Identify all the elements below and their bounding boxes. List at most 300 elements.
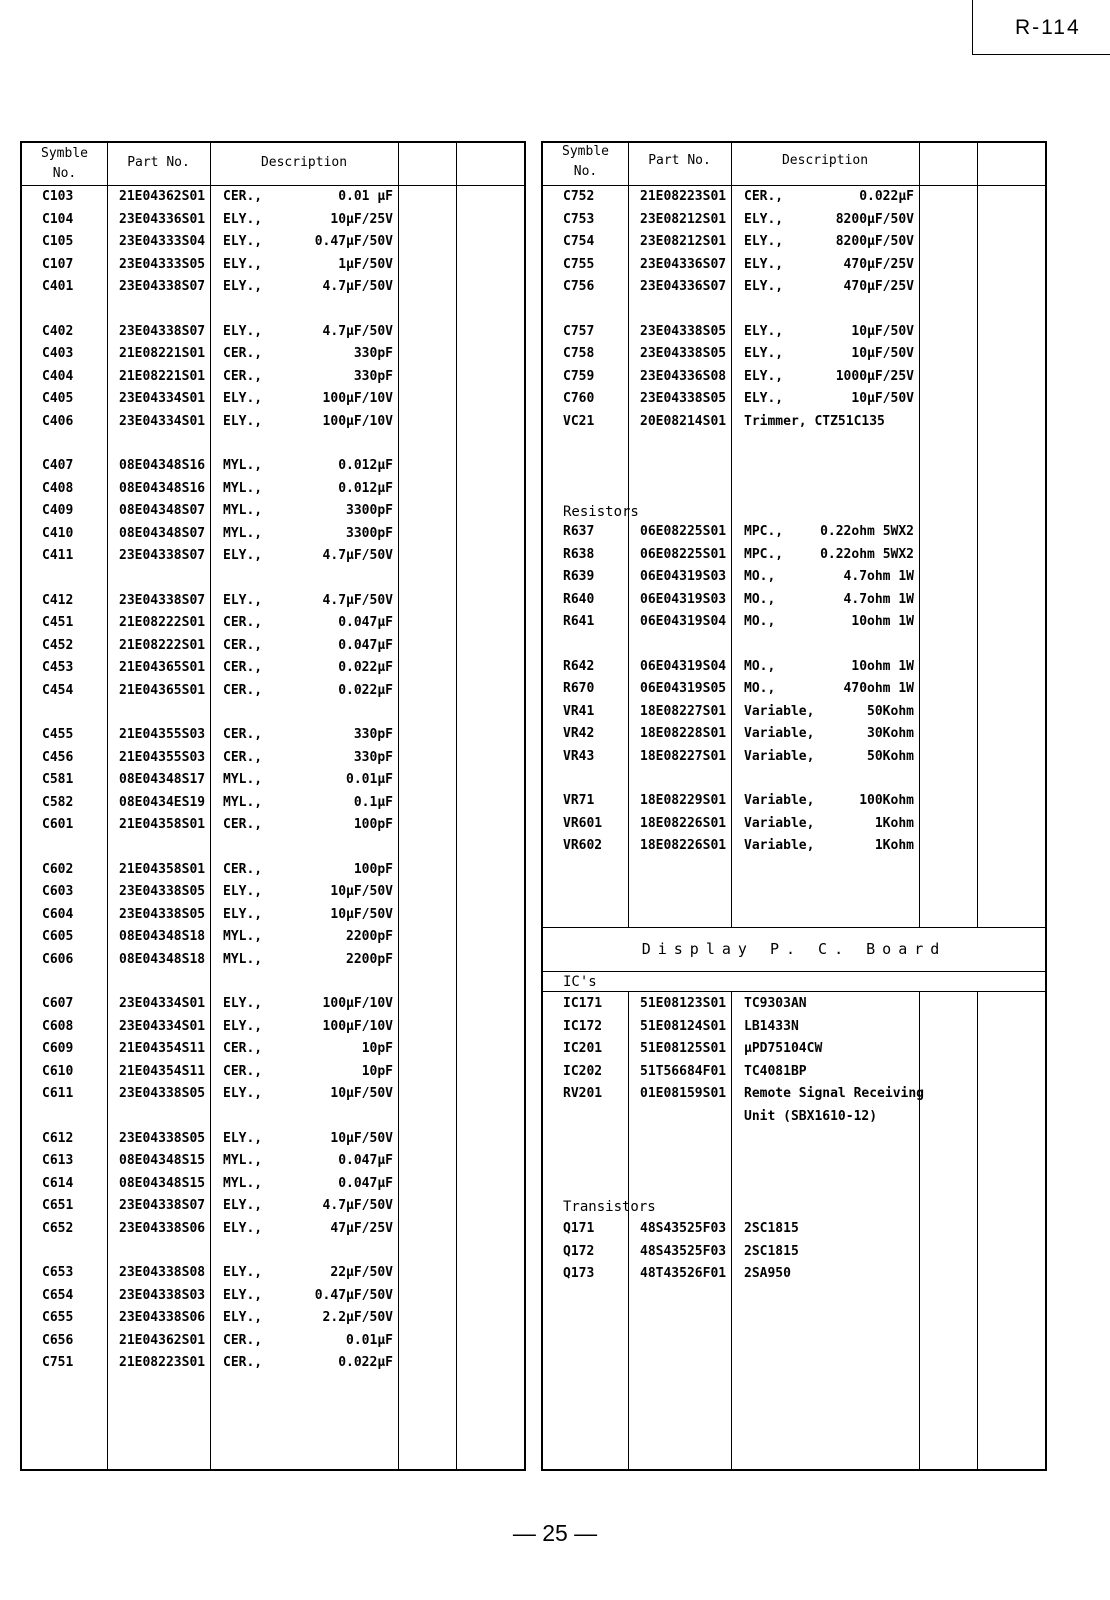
table-row (22, 723, 524, 746)
type-cell: 2SC1815 (744, 1243, 799, 1259)
table-row (22, 320, 524, 343)
type-cell: ELY., (223, 884, 263, 899)
value-cell: 100μF/10V (322, 413, 393, 429)
table-row (22, 858, 524, 881)
symbol-cell: C655 (42, 1310, 74, 1325)
symbol-cell: C653 (42, 1265, 74, 1280)
symbol-cell: C454 (42, 682, 74, 698)
value-cell: 10ohm 1W (851, 614, 914, 629)
part-no-cell: 21E04358S01 (119, 817, 206, 832)
table-row (543, 992, 1045, 1015)
part-no-cell: 23E04338S07 (119, 548, 206, 563)
value-cell: 330pF (353, 727, 393, 742)
value-cell: 0.1μF (353, 794, 393, 810)
table-row (543, 1082, 1045, 1105)
value-cell: 330pF (353, 346, 393, 361)
type-cell: CER., (223, 189, 263, 204)
symbol-cell: C603 (42, 884, 74, 899)
type-cell: CER., (223, 749, 263, 765)
type-cell: ELY., (744, 211, 784, 227)
part-no-cell: 06E08225S01 (640, 524, 727, 539)
part-no-cell: 23E04336S01 (119, 211, 206, 227)
part-no-cell: 21E04355S03 (119, 727, 206, 742)
type-cell: ELY., (744, 391, 784, 406)
part-no-cell: 23E08212S01 (640, 234, 727, 249)
value-cell: 1μF/50V (338, 256, 393, 272)
type-cell: Variable, (744, 838, 815, 853)
part-no-cell: 18E08227S01 (640, 748, 727, 764)
table-row (543, 610, 1045, 633)
table-row (543, 365, 1045, 388)
table-row (22, 589, 524, 612)
symbol-cell: R637 (563, 524, 595, 539)
table-row (22, 925, 524, 948)
value-cell: 0.022μF (338, 682, 393, 698)
type-cell: MYL., (223, 772, 263, 787)
symbol-cell: IC201 (563, 1041, 603, 1056)
table-row (22, 185, 524, 208)
part-no-cell: 08E04348S07 (119, 503, 206, 518)
symbol-cell: C104 (42, 211, 74, 227)
symbol-cell: C608 (42, 1018, 74, 1034)
table-row (543, 387, 1045, 410)
part-no-cell: 23E04336S07 (640, 279, 727, 294)
symbol-cell: C456 (42, 749, 74, 765)
symbol-cell: C606 (42, 951, 74, 967)
value-cell: 10pF (361, 1041, 393, 1056)
part-no-cell: 21E04354S11 (119, 1041, 206, 1056)
table-row (543, 1105, 1045, 1128)
value-cell: 22μF/50V (330, 1265, 393, 1280)
type-cell: MO., (744, 658, 776, 674)
value-cell: 0.47μF/50V (314, 234, 393, 249)
symbol-cell: VR43 (563, 748, 595, 764)
value-cell: 0.022μF (859, 189, 914, 204)
type-cell: ELY., (223, 1086, 263, 1101)
symbol-cell: C404 (42, 368, 74, 384)
table-row (22, 1194, 524, 1217)
value-cell: 330pF (353, 749, 393, 765)
table-row (543, 1240, 1045, 1263)
type-cell: ELY., (223, 548, 263, 563)
symbol-cell: C403 (42, 346, 74, 361)
type-cell: Variable, (744, 703, 815, 719)
table-row (22, 522, 524, 545)
table-row (22, 880, 524, 903)
part-no-cell: 18E08228S01 (640, 726, 727, 741)
type-cell: CER., (223, 1063, 263, 1079)
type-cell: Variable, (744, 815, 815, 831)
part-no-cell: 23E04338S07 (119, 592, 206, 608)
part-no-cell: 08E04348S15 (119, 1175, 206, 1191)
symbol-cell: VC21 (563, 413, 595, 429)
part-no-cell: 23E04333S05 (119, 256, 206, 272)
type-cell: ELY., (223, 1018, 263, 1034)
symbol-cell: C455 (42, 727, 74, 742)
part-no-cell: 23E04338S05 (640, 391, 727, 406)
type-cell: MYL., (223, 1153, 263, 1168)
table-row (22, 387, 524, 410)
table-row (22, 611, 524, 634)
part-no-cell: 23E04334S01 (119, 391, 206, 406)
type-cell: TC9303AN (744, 996, 807, 1011)
symbol-cell: C754 (563, 234, 595, 249)
table-row (543, 230, 1045, 253)
part-no-cell: 21E04362S01 (119, 1332, 206, 1348)
value-cell: 100μF/10V (322, 391, 393, 406)
symbol-cell: R670 (563, 681, 595, 696)
type-cell: ELY., (223, 1220, 263, 1236)
value-cell: 10μF/50V (851, 323, 914, 339)
symbol-cell: VR41 (563, 703, 595, 719)
type-cell: MYL., (223, 1175, 263, 1191)
symbol-cell: C654 (42, 1287, 74, 1303)
value-cell: 10μF/50V (851, 346, 914, 361)
table-row (22, 656, 524, 679)
part-no-cell: 48T43526F01 (640, 1266, 727, 1281)
type-cell: MYL., (223, 458, 263, 473)
part-no-cell: 08E04348S16 (119, 458, 206, 473)
value-cell: 330pF (353, 368, 393, 384)
table-row (22, 253, 524, 276)
table-row (543, 275, 1045, 298)
table-row (543, 655, 1045, 678)
type-cell: ELY., (223, 413, 263, 429)
part-no-cell: 08E04348S15 (119, 1153, 206, 1168)
type-cell: 2SA950 (744, 1266, 791, 1281)
value-cell: 1Kohm (874, 815, 914, 831)
page-reference-box (972, 0, 1110, 55)
part-no-cell: 18E08226S01 (640, 838, 727, 853)
header-description: Description (781, 153, 869, 168)
value-cell: 100Kohm (859, 793, 914, 808)
table-row (22, 746, 524, 769)
part-no-cell: 06E04319S05 (640, 681, 727, 696)
value-cell: 3300pF (346, 525, 393, 541)
symbol-cell: VR42 (563, 726, 595, 741)
value-cell: 4.7μF/50V (322, 323, 393, 339)
symbol-cell: C651 (42, 1198, 74, 1213)
table-row (22, 813, 524, 836)
part-no-cell: 08E04348S18 (119, 951, 206, 967)
part-no-cell: 21E04365S01 (119, 660, 206, 675)
type-cell: MPC., (744, 546, 784, 562)
symbol-cell: C652 (42, 1220, 74, 1236)
part-no-cell: 20E08214S01 (640, 413, 727, 429)
value-cell: 100μF/10V (322, 996, 393, 1011)
value-cell: 0.047μF (338, 615, 393, 630)
type-cell: CER., (223, 861, 263, 877)
type-cell: Variable, (744, 793, 815, 808)
type-cell: CER., (223, 615, 263, 630)
part-no-cell: 08E04348S16 (119, 480, 206, 496)
symbol-cell: C411 (42, 548, 74, 563)
symbol-cell: C751 (42, 1355, 74, 1370)
part-no-cell: 18E08226S01 (640, 815, 727, 831)
part-no-cell: 48S43525F03 (640, 1221, 727, 1236)
value-cell: 10μF/50V (851, 391, 914, 406)
part-no-cell: 21E04358S01 (119, 861, 206, 877)
parts-table-right (541, 141, 1047, 1471)
value-cell: 4.7μF/50V (322, 548, 393, 563)
part-no-cell: 21E08222S01 (119, 637, 206, 653)
type-cell: Trimmer, CTZ51C135 (744, 413, 885, 429)
part-no-cell: 23E04338S06 (119, 1310, 206, 1325)
table-row (22, 1284, 524, 1307)
part-no-cell: 23E04338S07 (119, 323, 206, 339)
type-cell: CER., (223, 1355, 263, 1370)
value-cell: 0.047μF (338, 1175, 393, 1191)
part-no-cell: 23E04338S07 (119, 279, 206, 294)
symbol-cell: C753 (563, 211, 595, 227)
symbol-cell: C609 (42, 1041, 74, 1056)
part-no-cell: 23E08212S01 (640, 211, 727, 227)
table-row (543, 789, 1045, 812)
part-no-cell: 23E04334S01 (119, 1018, 206, 1034)
value-cell: 0.012μF (338, 480, 393, 496)
part-no-cell: 21E04355S03 (119, 749, 206, 765)
table-row (22, 275, 524, 298)
value-cell: 50Kohm (867, 748, 914, 764)
header-part-no: Part No. (648, 153, 711, 168)
symbol-cell: C412 (42, 592, 74, 608)
value-cell: 4.7ohm 1W (843, 569, 914, 584)
type-cell: 2SC1815 (744, 1221, 799, 1236)
value-cell: 0.022μF (338, 660, 393, 675)
table-row (22, 634, 524, 657)
table-row (543, 320, 1045, 343)
type-cell: CER., (223, 727, 263, 742)
value-cell: 10μF/50V (330, 906, 393, 922)
symbol-cell: C758 (563, 346, 595, 361)
table-row (22, 208, 524, 231)
value-cell: 0.047μF (338, 1153, 393, 1168)
type-cell: MYL., (223, 480, 263, 496)
type-cell: Unit (SBX1610-12) (744, 1108, 878, 1124)
part-no-cell: 18E08229S01 (640, 793, 727, 808)
symbol-cell: C105 (42, 234, 74, 249)
type-cell: CER., (223, 1332, 263, 1348)
symbol-cell: C410 (42, 525, 74, 541)
value-cell: 4.7ohm 1W (843, 591, 914, 607)
part-no-cell: 51E08124S01 (640, 1018, 727, 1034)
table-row (22, 1261, 524, 1284)
type-cell: ELY., (223, 1265, 263, 1280)
table-row (543, 1217, 1045, 1240)
table-row (22, 992, 524, 1015)
part-no-cell: 06E08225S01 (640, 546, 727, 562)
value-cell: 0.01μF (346, 772, 393, 787)
part-no-cell: 21E08221S01 (119, 368, 206, 384)
value-cell: 10μF/50V (330, 884, 393, 899)
type-cell: MPC., (744, 524, 784, 539)
symbol-cell: IC172 (563, 1018, 603, 1034)
symbol-cell: C405 (42, 391, 74, 406)
value-cell: 50Kohm (867, 703, 914, 719)
symbol-cell: C452 (42, 637, 74, 653)
value-cell: 2.2μF/50V (322, 1310, 393, 1325)
value-cell: 4.7μF/50V (322, 279, 393, 294)
header-part-no: Part No. (127, 155, 190, 170)
symbol-cell: VR71 (563, 793, 595, 808)
type-cell: ELY., (223, 592, 263, 608)
symbol-cell: C451 (42, 615, 74, 630)
symbol-cell: C453 (42, 660, 74, 675)
table-row (22, 1351, 524, 1374)
value-cell: 2200pF (346, 951, 393, 967)
value-cell: 10μF/50V (330, 1130, 393, 1146)
table-row (22, 1127, 524, 1150)
part-no-cell: 23E04333S04 (119, 234, 206, 249)
value-cell: 100pF (353, 817, 393, 832)
type-cell: CER., (223, 1041, 263, 1056)
type-cell: MO., (744, 591, 776, 607)
value-cell: 0.01μF (346, 1332, 393, 1348)
symbol-cell: C582 (42, 794, 74, 810)
symbol-cell: C757 (563, 323, 595, 339)
symbol-cell: C610 (42, 1063, 74, 1079)
table-row (22, 1149, 524, 1172)
table-row (22, 1329, 524, 1352)
type-cell: MO., (744, 569, 776, 584)
part-no-cell: 21E04354S11 (119, 1063, 206, 1079)
part-no-cell: 06E04319S03 (640, 591, 727, 607)
table-row (22, 342, 524, 365)
symbol-cell: C103 (42, 189, 74, 204)
part-no-cell: 08E0434ES19 (119, 794, 206, 810)
symbol-cell: C601 (42, 817, 74, 832)
value-cell: 4.7μF/50V (322, 592, 393, 608)
symbol-cell: C612 (42, 1130, 74, 1146)
table-row (22, 365, 524, 388)
type-cell: ELY., (744, 323, 784, 339)
table-row (22, 1037, 524, 1060)
table-row (543, 700, 1045, 723)
symbol-cell: R639 (563, 569, 595, 584)
symbol-cell: C614 (42, 1175, 74, 1191)
symbol-cell: C607 (42, 996, 74, 1011)
table-row (543, 588, 1045, 611)
symbol-cell: C611 (42, 1086, 74, 1101)
part-no-cell: 21E08222S01 (119, 615, 206, 630)
part-no-cell: 21E08223S01 (640, 189, 727, 204)
part-no-cell: 08E04348S07 (119, 525, 206, 541)
page-number: — 25 — (512, 1520, 598, 1546)
type-cell: ELY., (744, 279, 784, 294)
part-no-cell: 23E04336S08 (640, 368, 727, 384)
table-row (22, 544, 524, 567)
symbol-cell: R640 (563, 591, 595, 607)
symbol-cell: IC171 (563, 996, 603, 1011)
type-cell: ELY., (223, 1198, 263, 1213)
table-row (543, 1015, 1045, 1038)
value-cell: 8200μF/50V (835, 234, 914, 249)
part-no-cell: 23E04336S07 (640, 256, 727, 272)
part-no-cell: 48S43525F03 (640, 1243, 727, 1259)
part-no-cell: 18E08227S01 (640, 703, 727, 719)
table-row (543, 677, 1045, 700)
value-cell: 0.047μF (338, 637, 393, 653)
part-no-cell: 23E04338S05 (119, 906, 206, 922)
part-no-cell: 23E04338S06 (119, 1220, 206, 1236)
table-row (22, 1060, 524, 1083)
type-cell: MYL., (223, 929, 263, 944)
type-cell: ELY., (223, 906, 263, 922)
type-cell: MO., (744, 614, 776, 629)
symbol-cell: R638 (563, 546, 595, 562)
table-row (543, 208, 1045, 231)
type-cell: ELY., (223, 256, 263, 272)
type-cell: CER., (223, 660, 263, 675)
part-no-cell: 23E04338S05 (119, 1086, 206, 1101)
part-no-cell: 21E04365S01 (119, 682, 206, 698)
table-row (543, 1060, 1045, 1083)
header-symbol: Symble No. (562, 144, 609, 179)
table-row (543, 1262, 1045, 1285)
table-row (22, 1015, 524, 1038)
type-cell: CER., (744, 189, 784, 204)
symbol-cell: C604 (42, 906, 74, 922)
type-cell: LB1433N (744, 1018, 799, 1034)
symbol-cell: C760 (563, 391, 595, 406)
symbol-cell: C408 (42, 480, 74, 496)
type-cell: MYL., (223, 951, 263, 967)
part-no-cell: 51E08125S01 (640, 1041, 727, 1056)
table-row (22, 499, 524, 522)
header-symbol: Symble No. (41, 146, 88, 181)
value-cell: 10μF/25V (330, 211, 393, 227)
value-cell: 8200μF/50V (835, 211, 914, 227)
part-no-cell: 23E04334S01 (119, 413, 206, 429)
type-cell: μPD75104CW (744, 1041, 823, 1056)
value-cell: 0.47μF/50V (314, 1287, 393, 1303)
symbol-cell: C759 (563, 368, 595, 384)
symbol-cell: C409 (42, 503, 74, 518)
type-cell: ELY., (223, 323, 263, 339)
table-row (543, 342, 1045, 365)
symbol-cell: C613 (42, 1153, 74, 1168)
part-no-cell: 23E04338S05 (640, 346, 727, 361)
value-cell: 10μF/50V (330, 1086, 393, 1101)
table-row (22, 679, 524, 702)
symbol-cell: C755 (563, 256, 595, 272)
part-no-cell: 01E08159S01 (640, 1086, 727, 1101)
table-row (22, 410, 524, 433)
type-cell: MYL., (223, 525, 263, 541)
symbol-cell: C401 (42, 279, 74, 294)
part-no-cell: 23E04338S08 (119, 1265, 206, 1280)
table-row (22, 768, 524, 791)
value-cell: 0.01 μF (338, 189, 393, 204)
value-cell: 4.7μF/50V (322, 1198, 393, 1213)
type-cell: ELY., (744, 234, 784, 249)
type-cell: ELY., (223, 279, 263, 294)
table-row (543, 185, 1045, 208)
symbol-cell: Q171 (563, 1221, 595, 1236)
symbol-cell: VR602 (563, 838, 603, 853)
symbol-cell: C407 (42, 458, 74, 473)
table-row (543, 834, 1045, 857)
type-cell: Remote Signal Receiving (744, 1086, 925, 1101)
type-cell: CER., (223, 637, 263, 653)
board-title: Display P. C. Board (641, 940, 947, 958)
table-row (22, 477, 524, 500)
type-cell: ELY., (223, 1130, 263, 1146)
table-row (22, 454, 524, 477)
part-no-cell: 06E04319S03 (640, 569, 727, 584)
value-cell: 100μF/10V (322, 1018, 393, 1034)
table-row (22, 1217, 524, 1240)
